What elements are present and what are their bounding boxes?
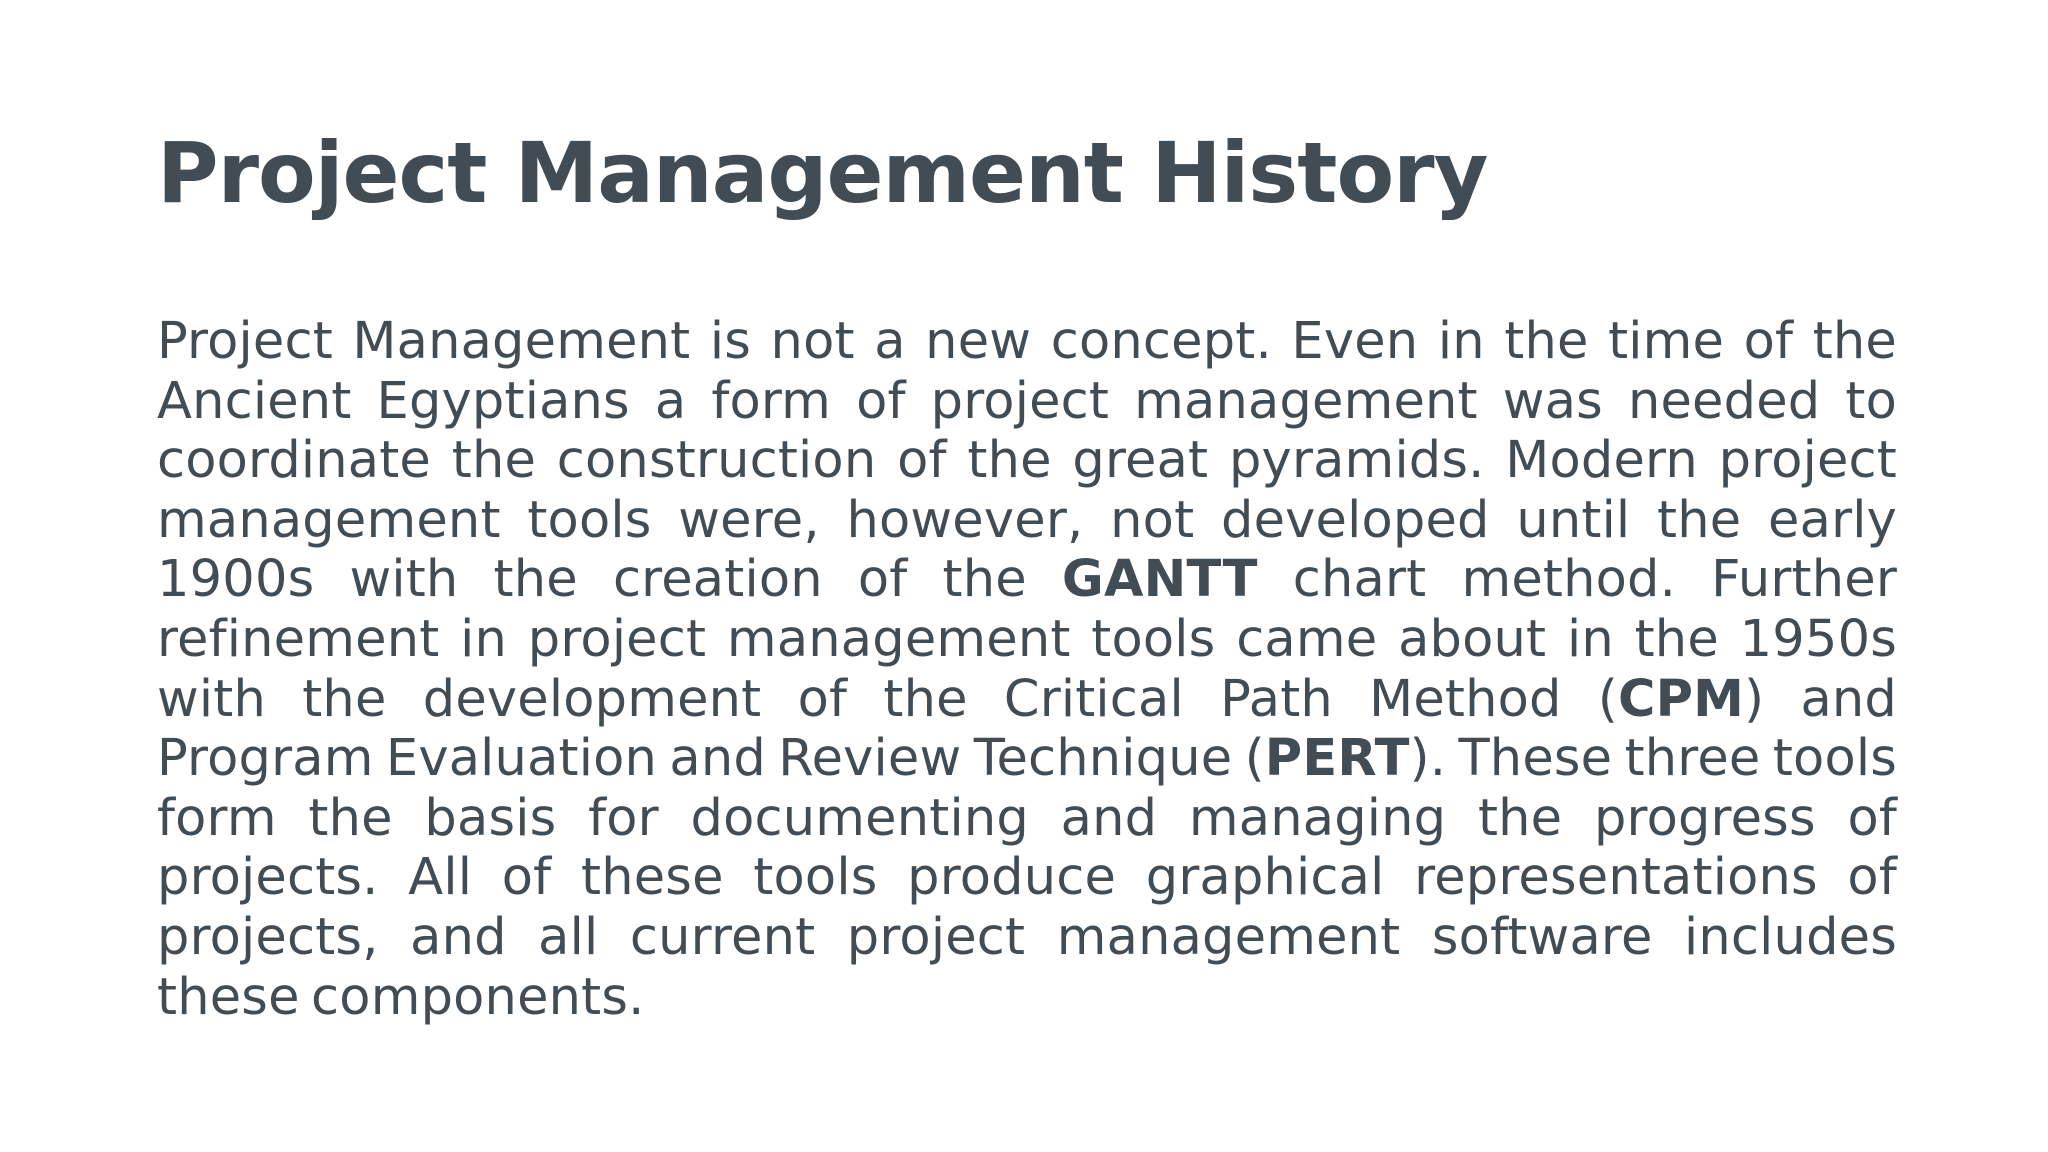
slide-body-text: [157, 312, 1897, 1027]
slide-title: Project Management History: [157, 124, 1488, 222]
body-text-part-3: ) and Program Evaluation and Review Technique (: [157, 669, 1897, 789]
body-text-part-2: chart method. Further refinement in project management tools came about in the 1950s with the development of the Critical Path Method (: [157, 550, 1898, 729]
cpm-term: CPM: [1617, 669, 1745, 729]
pert-term: PERT: [1264, 729, 1410, 789]
gantt-term: GANTT: [1061, 550, 1258, 610]
body-text-part-1: Project Management is not a new concept. Even in the time of the Ancient Egyptians a form of project management was needed to coordinate the construction of the great pyramids. Modern project management tools were, however, not developed until the early 1900s with the creation of the: [157, 312, 1897, 610]
body-text-part-4: ). These three tools form the basis for documenting and managing the progress of projects. All of these tools produce graphical representations of projects, and all current project management software includes these components.: [157, 729, 1897, 1027]
